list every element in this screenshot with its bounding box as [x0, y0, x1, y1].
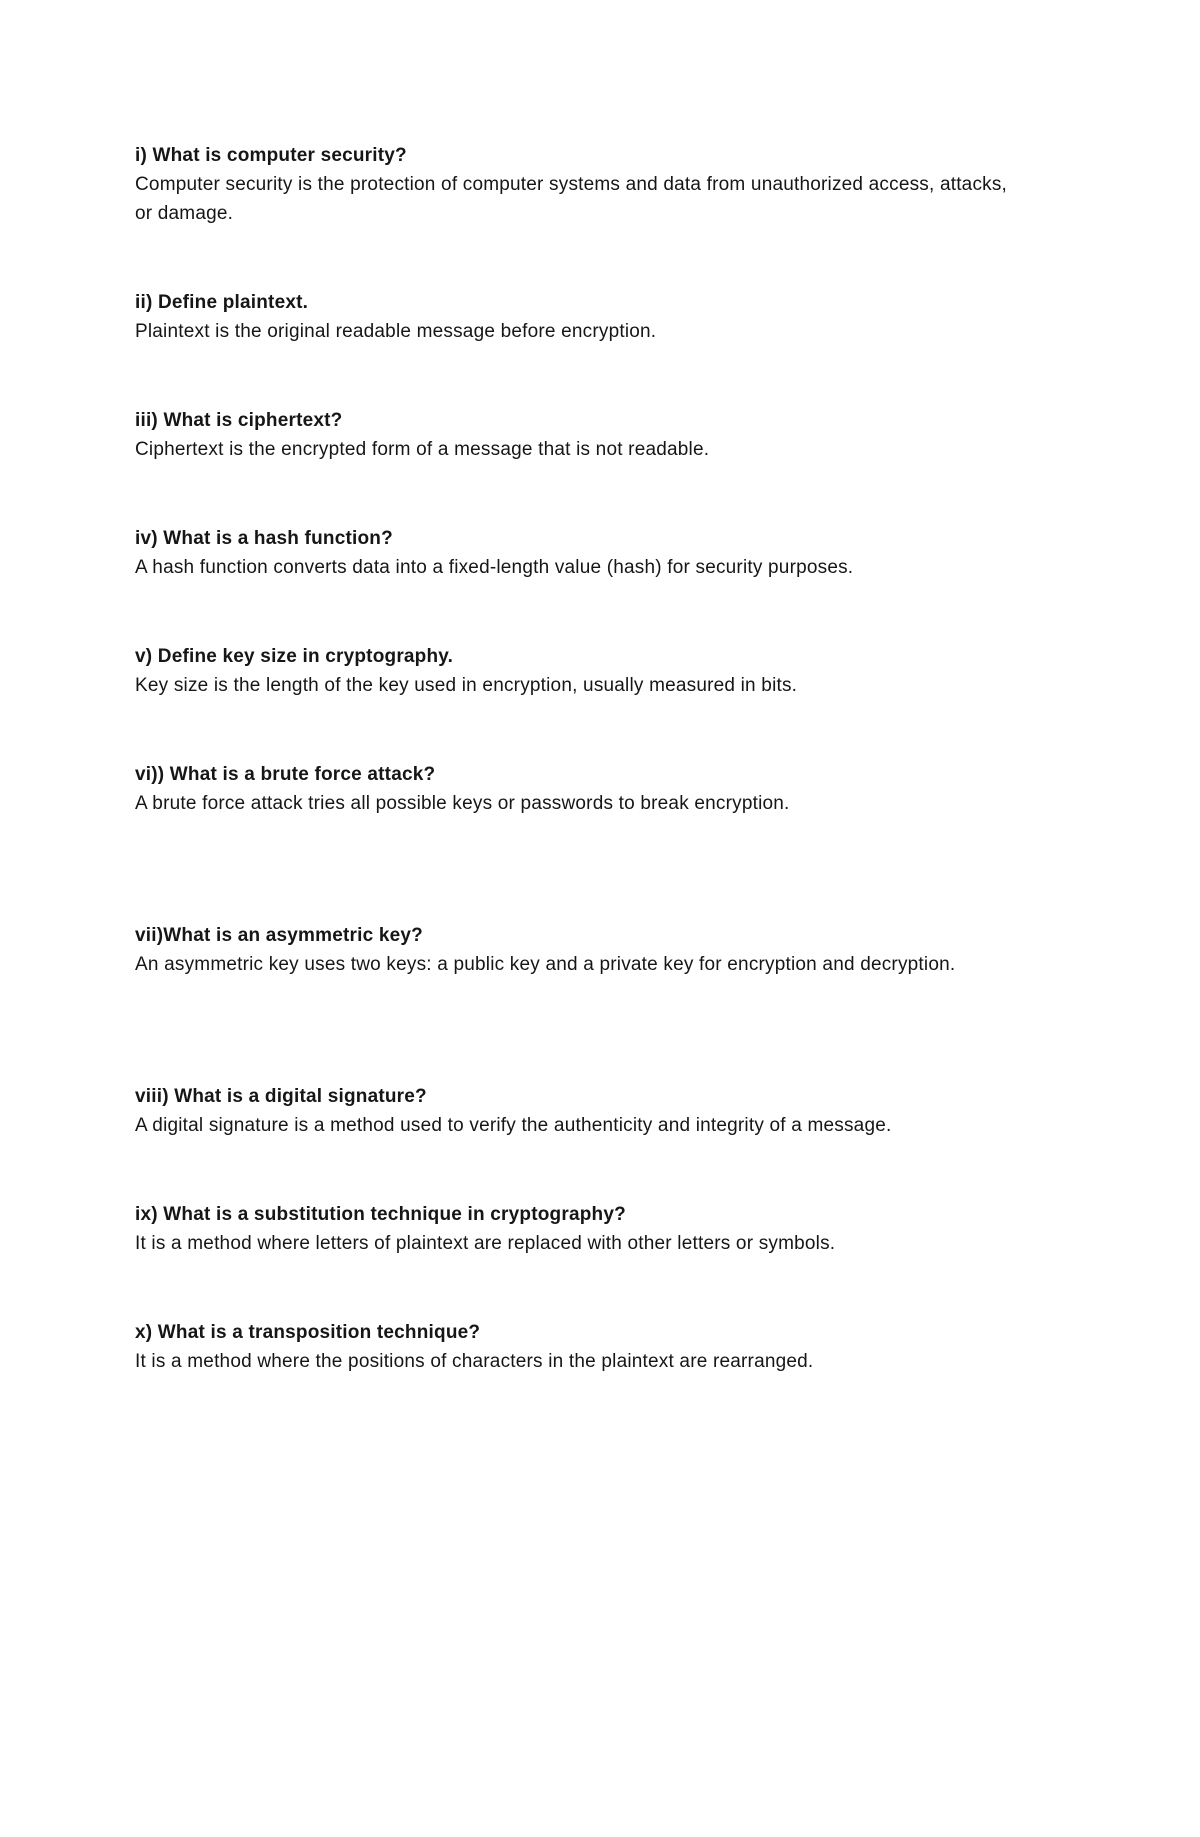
- question-heading: viii) What is a digital signature?: [135, 1086, 427, 1107]
- answer-text: An asymmetric key uses two keys: a public key and a private key for encryption and decryption.: [135, 954, 956, 975]
- question-heading: vii)What is an asymmetric key?: [135, 925, 423, 946]
- question-heading: x) What is a transposition technique?: [135, 1322, 481, 1343]
- qa-item: [135, 141, 1015, 228]
- qa-item: [135, 1200, 1015, 1258]
- question-heading: ii) Define plaintext.: [135, 292, 309, 313]
- qa-item: [135, 760, 1015, 818]
- question-heading: i) What is computer security?: [135, 145, 407, 166]
- qa-item: [135, 406, 1015, 464]
- answer-text: It is a method where the positions of characters in the plaintext are rearranged.: [135, 1351, 814, 1372]
- document-page: [0, 141, 1200, 1837]
- answer-text: Ciphertext is the encrypted form of a message that is not readable.: [135, 439, 710, 460]
- question-heading: iv) What is a hash function?: [135, 528, 393, 549]
- qa-item: [135, 288, 1015, 346]
- question-heading: iii) What is ciphertext?: [135, 410, 343, 431]
- answer-text: Key size is the length of the key used in encryption, usually measured in bits.: [135, 675, 798, 696]
- answer-text: Computer security is the protection of computer systems and data from unauthorized access, attacks, or damage.: [135, 174, 1008, 224]
- answer-text: Plaintext is the original readable message before encryption.: [135, 321, 657, 342]
- qa-item: [135, 921, 1015, 979]
- qa-item: [135, 1318, 1015, 1376]
- answer-text: A hash function converts data into a fixed-length value (hash) for security purposes.: [135, 557, 854, 578]
- answer-text: A digital signature is a method used to verify the authenticity and integrity of a message.: [135, 1115, 892, 1136]
- document-content: [135, 141, 1015, 1376]
- answer-text: It is a method where letters of plaintext are replaced with other letters or symbols.: [135, 1233, 836, 1254]
- question-heading: v) Define key size in cryptography.: [135, 646, 454, 667]
- answer-text: A brute force attack tries all possible keys or passwords to break encryption.: [135, 793, 790, 814]
- question-heading: ix) What is a substitution technique in cryptography?: [135, 1204, 626, 1225]
- question-heading: vi)) What is a brute force attack?: [135, 764, 436, 785]
- qa-item: [135, 1082, 1015, 1140]
- qa-item: [135, 524, 1015, 582]
- qa-item: [135, 642, 1015, 700]
